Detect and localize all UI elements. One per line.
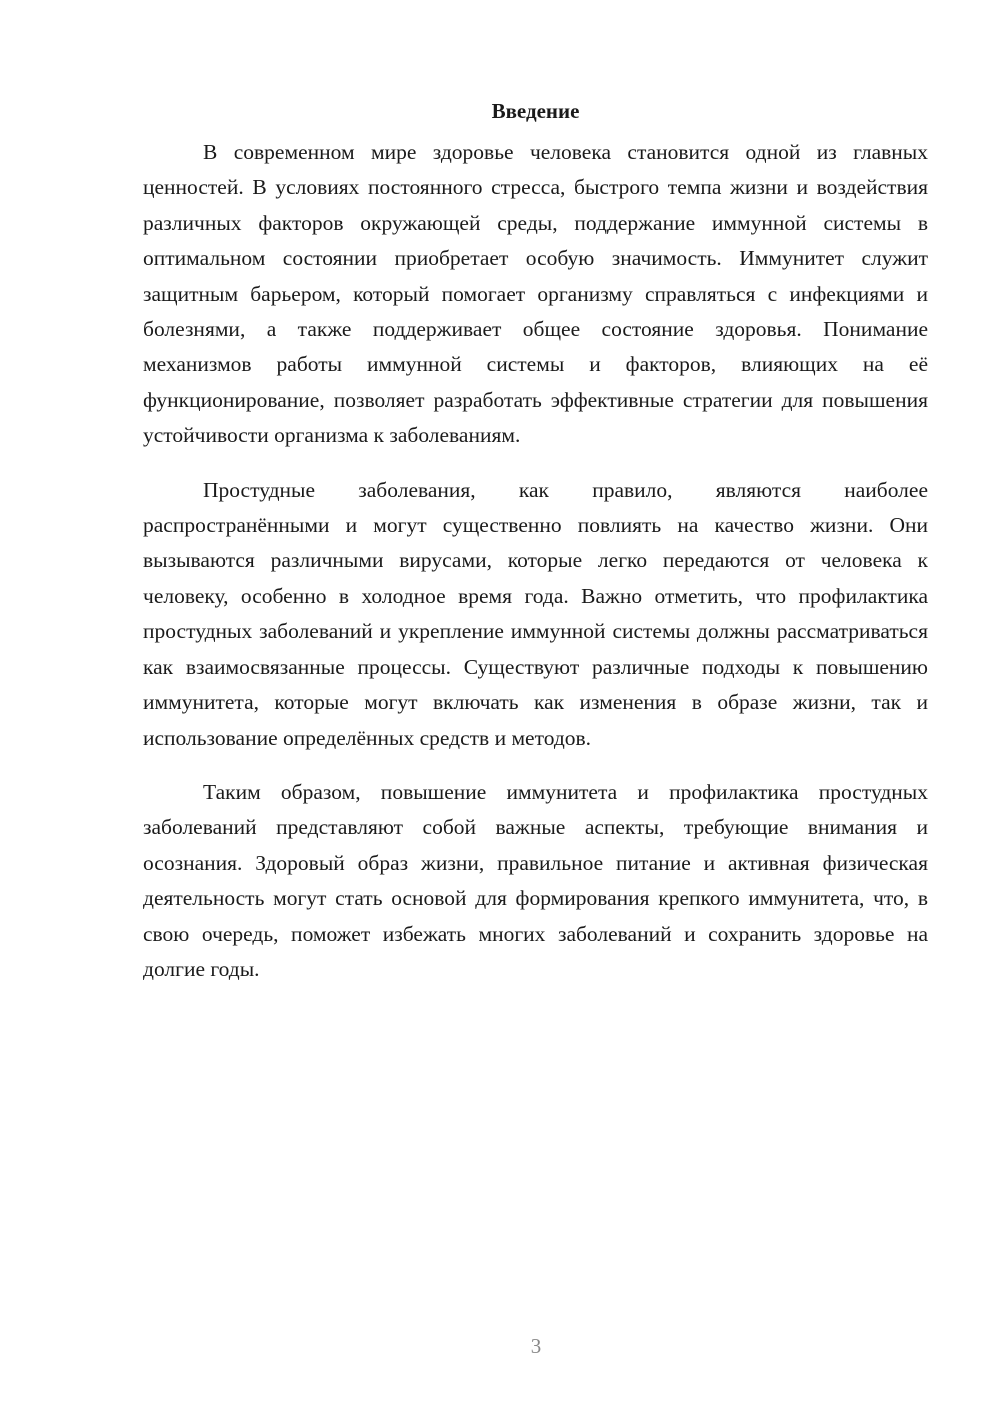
paragraph-3: Таким образом, повышение иммунитета и профилактика простудных заболеваний представляют собой важные аспекты, требующие внимания и осознания. Здоровый образ жизни, правильное питание и активная физическая деятельность могут стать основой для формирования крепкого иммунитета, что, в свою очередь, поможет избежать многих заболеваний и сохранить здоровье на долгие годы. [143, 779, 928, 981]
page-number: 3 [530, 1334, 542, 1358]
paragraph-1: В современном мире здоровье человека становится одной из главных ценностей. В условиях постоянного стресса, быстрого темпа жизни и воздействия различных факторов окружающей среды, поддержание иммунной системы в оптимальном состоянии приобретает особую значимость. Иммунитет служит защитным барьером, который помогает организму справляться с инфекциями и болезнями, а также поддерживает общее состояние здоровья. Понимание механизмов работы иммунной системы и факторов, влияющих на её функционирование, позволяет разработать эффективные стратегии для повышения устойчивости организма к заболеваниям. [143, 140, 928, 448]
page-title: Введение [491, 99, 580, 123]
paragraph-2: Простудные заболевания, как правило, являются наиболее распространёнными и могут существенно повлиять на качество жизни. Они вызываются различными вирусами, которые легко передаются от человека к человеку, особенно в холодное время года. Важно отметить, что профилактика простудных заболеваний и укрепление иммунной системы должны рассматриваться как взаимосвязанные процессы. Существуют различные подходы к повышению иммунитета, которые могут включать как изменения в образе жизни, так и использование определённых средств и методов. [143, 477, 928, 750]
document-body [143, 94, 928, 1006]
